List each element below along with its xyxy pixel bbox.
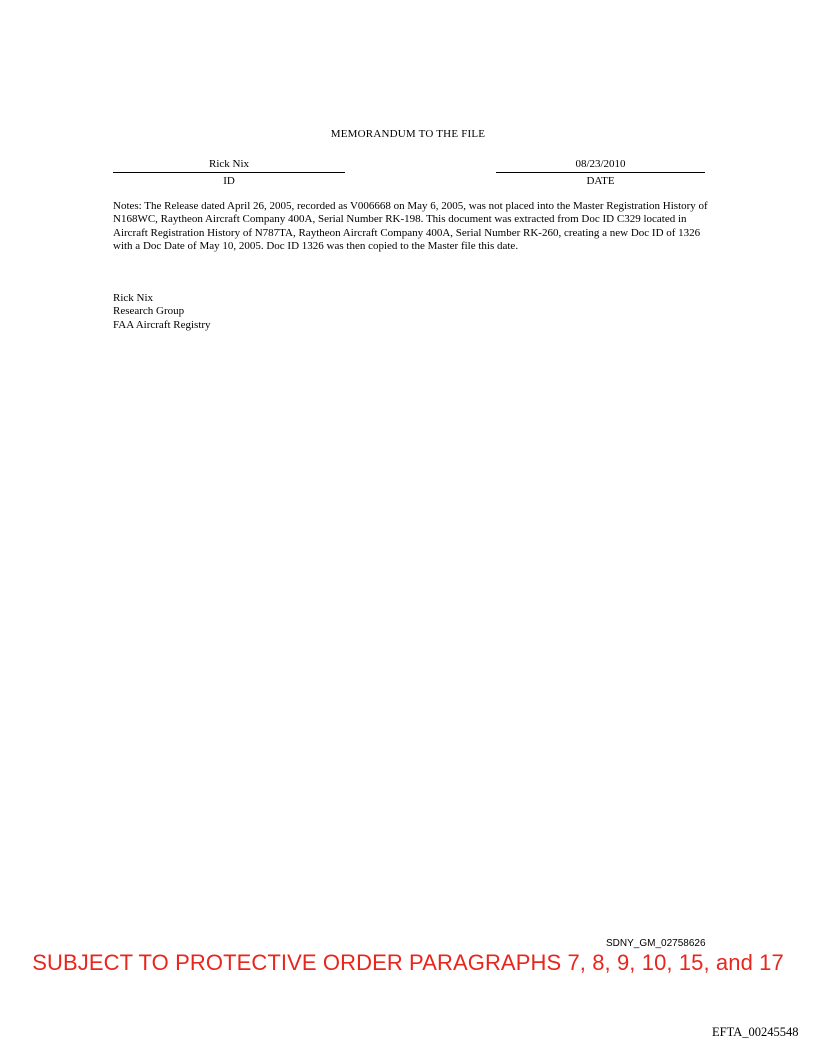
signature-name: Rick Nix (113, 292, 154, 304)
notes-paragraph: Notes: The Release dated April 26, 2005, recorded as V006668 on May 6, 2005, was not placed into the Master Registration History of N168WC, Raytheon Aircraft Company 400A, Serial Number RK-198. This document was extracted from Doc ID C329 located in Aircraft Registration History of N787TA, Raytheon Aircraft Company 400A, Serial Number RK-260, creating a new Doc ID of 1326 with a Doc Date of May 10, 2005. Doc ID 1326 was then copied to the Master file this date. (113, 200, 708, 253)
memo-title: MEMORANDUM TO THE FILE (330, 128, 486, 140)
protective-order-notice: SUBJECT TO PROTECTIVE ORDER PARAGRAPHS 7, 8, 9, 10, 15, and 17 (32, 950, 784, 975)
id-field (113, 158, 345, 188)
signature-group: Research Group (113, 305, 185, 318)
date-label: DATE (586, 175, 615, 187)
efta-number: EFTA_00245548 (712, 1025, 799, 1039)
id-value: Rick Nix (113, 158, 345, 173)
signature-block (113, 292, 211, 332)
date-value: 08/23/2010 (496, 158, 705, 173)
id-label: ID (223, 175, 235, 187)
bates-number: SDNY_GM_02758626 (606, 938, 706, 949)
date-field (496, 158, 705, 188)
signature-org: FAA Aircraft Registry (113, 318, 211, 331)
